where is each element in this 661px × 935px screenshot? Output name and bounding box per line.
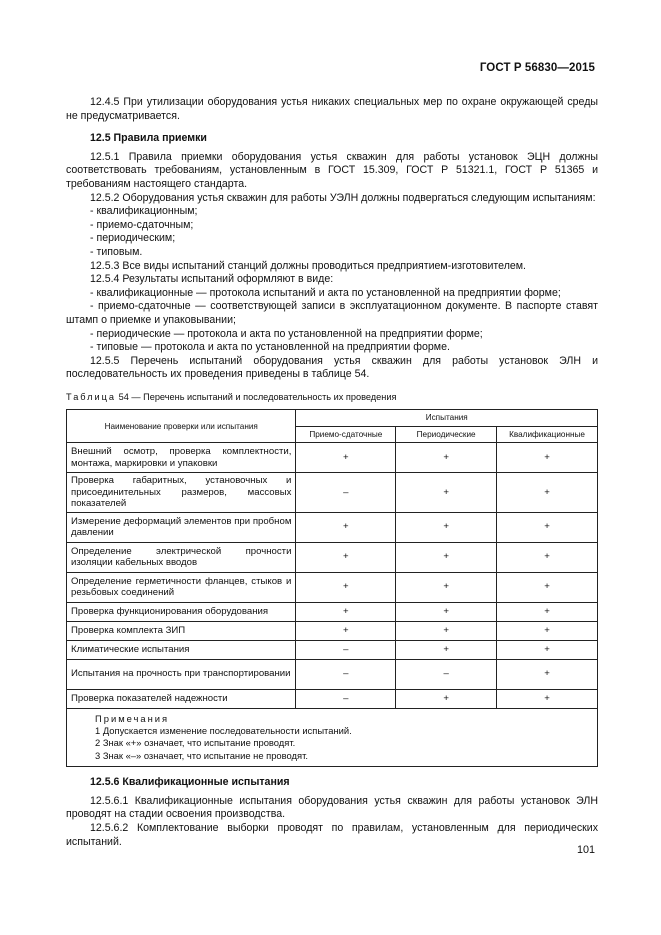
table-cell-value: + xyxy=(497,602,598,621)
table-row xyxy=(67,602,598,621)
section-heading-12-5: 12.5 Правила приемки xyxy=(90,132,207,145)
table-row xyxy=(67,621,598,640)
paragraph-12-5-6-2: 12.5.6.2 Комплектование выборки проводят по правилам, установленным для периодических испытаний. xyxy=(66,821,598,848)
paragraph-12-5-3: 12.5.3 Все виды испытаний станций должны проводиться предприятием-изготовителем. xyxy=(90,259,526,272)
list-item: - приемо-сдаточные — соответствующей записи в эксплуатационном документе. В паспорте ставят штамп о приемке и упаковывании; xyxy=(66,300,598,326)
table-cell-name: Проверка габаритных, установочных и присоединительных размеров, массовых показателей xyxy=(67,473,296,512)
table-notes-row xyxy=(67,708,598,767)
list-item: - квалификационные — протокола испытаний и акта по установленной на предприятии форме; xyxy=(90,286,561,299)
table-cell-value: + xyxy=(497,621,598,640)
table-cell-value: – xyxy=(296,659,396,689)
table-cell-name: Внешний осмотр, проверка комплектности, монтажа, маркировки и упаковки xyxy=(67,443,296,473)
table-caption xyxy=(66,391,598,405)
table-cell-name: Проверка комплекта ЗИП xyxy=(67,621,296,640)
table-cell-value: + xyxy=(396,443,497,473)
page-number: 101 xyxy=(576,844,595,856)
table-notes xyxy=(67,708,598,767)
table-caption-label: Таблица xyxy=(66,391,117,402)
note-item: 1 Допускается изменение последовательности испытаний. xyxy=(95,724,352,736)
table-row xyxy=(67,640,598,659)
document-body xyxy=(66,96,598,849)
column-header-qualification: Квалификационные xyxy=(497,426,598,442)
table-cell-value: + xyxy=(396,473,497,512)
table-cell-value: + xyxy=(296,621,396,640)
table-cell-value: – xyxy=(296,473,396,512)
paragraph-12-5-5: 12.5.5 Перечень испытаний оборудования устья скважин для работы установок ЭЛН и последовательность их проведения приведены в таблице 54. xyxy=(66,354,598,381)
column-header-acceptance: Приемо-сдаточные xyxy=(296,426,396,442)
table-cell-value: + xyxy=(396,512,497,542)
table-cell-name: Климатические испытания xyxy=(67,640,296,659)
note-item: 2 Знак «+» означает, что испытание проводят. xyxy=(95,737,296,749)
notes-title: Примечания xyxy=(95,712,170,724)
list-item: - периодическим; xyxy=(90,232,176,245)
table-cell-value: + xyxy=(497,640,598,659)
table-row xyxy=(67,659,598,689)
list-item: - типовые — протокола и акта по установленной на предприятии форме. xyxy=(90,341,450,354)
paragraph-12-5-1: 12.5.1 Правила приемки оборудования устья скважин для работы установок ЭЦН должны соответствовать требованиям, установленным в ГОСТ 15.309, ГОСТ Р 51321.1, ГОСТ Р 51365 и требованиям настоящего стандарта. xyxy=(66,150,598,190)
table-row xyxy=(67,443,598,473)
table-cell-value: + xyxy=(497,542,598,572)
table-cell-value: + xyxy=(296,512,396,542)
table-cell-name: Определение электрической прочности изоляции кабельных вводов xyxy=(67,542,296,572)
column-group-header: Испытания xyxy=(296,410,598,426)
list-item: - приемо-сдаточным; xyxy=(90,218,194,231)
table-cell-value: + xyxy=(396,602,497,621)
column-header-name: Наименование проверки или испытания xyxy=(67,410,296,443)
table-cell-value: + xyxy=(396,572,497,602)
table-cell-value: + xyxy=(396,621,497,640)
table-cell-value: – xyxy=(296,640,396,659)
table-cell-value: + xyxy=(396,640,497,659)
table-cell-value: + xyxy=(296,572,396,602)
table-cell-name: Проверка показателей надежности xyxy=(67,689,296,708)
table-cell-name: Измерение деформаций элементов при пробном давлении xyxy=(67,512,296,542)
table-cell-value: + xyxy=(497,512,598,542)
table-cell-name: Определение герметичности фланцев, стыков и резьбовых соединений xyxy=(67,572,296,602)
table-row xyxy=(67,689,598,708)
table-cell-value: + xyxy=(296,542,396,572)
table-cell-name: Испытания на прочность при транспортировании xyxy=(67,659,296,689)
table-row xyxy=(67,473,598,512)
table-cell-value: + xyxy=(497,572,598,602)
document-header: ГОСТ Р 56830—2015 xyxy=(479,62,595,74)
table-row xyxy=(67,542,598,572)
table-cell-value: + xyxy=(497,473,598,512)
paragraph-12-5-4: 12.5.4 Результаты испытаний оформляют в виде: xyxy=(90,273,334,286)
table-row xyxy=(67,572,598,602)
paragraph-12-4-5: 12.4.5 При утилизации оборудования устья никаких специальных мер по охране окружающей среды не предусматривается. xyxy=(66,96,598,122)
table-cell-value: + xyxy=(497,659,598,689)
table-cell-name: Проверка функционирования оборудования xyxy=(67,602,296,621)
list-item: - периодические — протокола и акта по установленной на предприятии форме; xyxy=(90,327,483,340)
table-cell-value: – xyxy=(296,689,396,708)
list-item: - квалификационным; xyxy=(90,205,198,218)
column-header-periodic: Периодические xyxy=(396,426,497,442)
table-cell-value: + xyxy=(497,689,598,708)
section-heading-12-5-6: 12.5.6 Квалификационные испытания xyxy=(90,776,290,789)
list-item: - типовым. xyxy=(90,245,143,258)
paragraph-12-5-2: 12.5.2 Оборудования устья скважин для работы УЭЛН должны подвергаться следующим испытаниям: xyxy=(90,191,596,204)
paragraph-12-5-6-1: 12.5.6.1 Квалификационные испытания оборудования устья скважин для работы установок ЭЛН проводят на стадии освоения производства. xyxy=(66,794,598,821)
tests-table xyxy=(66,409,598,767)
table-cell-value: + xyxy=(296,602,396,621)
table-cell-value: + xyxy=(396,689,497,708)
table-cell-value: – xyxy=(396,659,497,689)
table-cell-value: + xyxy=(296,443,396,473)
table-cell-value: + xyxy=(497,443,598,473)
table-cell-value: + xyxy=(396,542,497,572)
table-caption-text: 54 — Перечень испытаний и последовательность их проведения xyxy=(118,391,397,402)
note-item: 3 Знак «–» означает, что испытание не проводят. xyxy=(95,749,308,761)
table-row xyxy=(67,512,598,542)
